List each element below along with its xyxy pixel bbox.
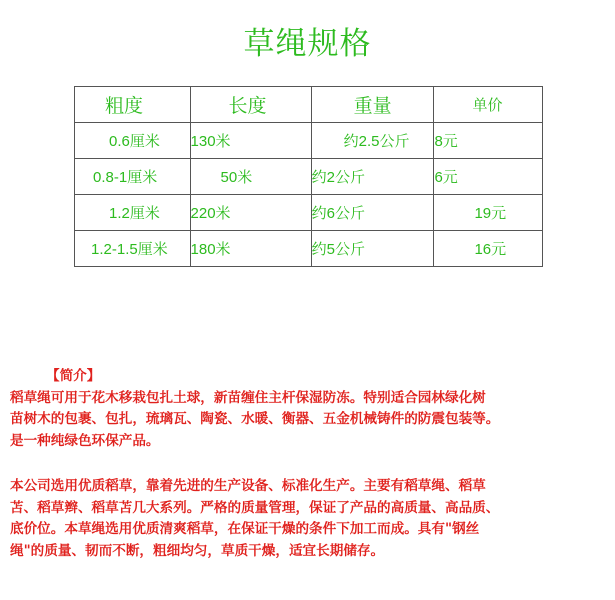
- cell-thickness: 1.2厘米: [75, 195, 191, 231]
- intro-line: 稻草绳可用于花木移栽包扎土球，新苗缠住主杆保湿防冻。特别适合园林绿化树: [10, 389, 486, 406]
- cell-length: 180米: [190, 231, 311, 267]
- page-title: 草绳规格: [243, 26, 372, 62]
- cell-weight: 约2公斤: [311, 159, 434, 195]
- cell-weight: 约6公斤: [311, 195, 434, 231]
- intro-section: [10, 366, 610, 562]
- cell-weight: 约5公斤: [311, 231, 434, 267]
- header-price: 单价: [434, 87, 543, 123]
- table-header-row: [75, 87, 543, 123]
- paragraph-gap: [10, 452, 610, 476]
- cell-price: 6元: [434, 159, 543, 195]
- header-weight: 重量: [311, 87, 434, 123]
- intro-line: 苗树木的包裹、包扎，琉璃瓦、陶瓷、水暖、衡器、五金机械铸件的防震包装等。: [10, 411, 500, 427]
- cell-length: 220米: [190, 195, 311, 231]
- company-line: 绳"的质量、韧而不断，粗细均匀，草质干燥，适宜长期储存。: [10, 542, 385, 559]
- table-row: [75, 195, 543, 231]
- intro-heading: 【简介】: [46, 368, 101, 384]
- table-row: [75, 231, 543, 267]
- company-line: 苫、稻草辫、稻草苫几大系列。严格的质量管理，保证了产品的高质量、高品质、: [10, 499, 500, 516]
- cell-price: 16元: [434, 231, 543, 267]
- cell-price: 19元: [434, 195, 543, 231]
- company-line: 本公司选用优质稻草，靠着先进的生产设备、标准化生产。主要有稻草绳、稻草: [10, 478, 486, 494]
- intro-line: 是一种纯绿色环保产品。: [10, 432, 160, 449]
- cell-length: 130米: [190, 123, 311, 159]
- company-line: 底价位。本草绳选用优质清爽稻草，在保证干燥的条件下加工而成。具有"钢丝: [10, 521, 480, 537]
- cell-price: 8元: [434, 123, 543, 159]
- cell-thickness: 0.8-1厘米: [75, 159, 191, 195]
- cell-weight: 约2.5公斤: [311, 123, 434, 159]
- cell-thickness: 1.2-1.5厘米: [75, 231, 191, 267]
- spec-table: [74, 86, 543, 267]
- table-row: [75, 123, 543, 159]
- cell-thickness: 0.6厘米: [75, 123, 191, 159]
- cell-length: 50米: [190, 159, 311, 195]
- header-thickness: 粗度: [75, 87, 191, 123]
- table-row: [75, 159, 543, 195]
- header-length: 长度: [190, 87, 311, 123]
